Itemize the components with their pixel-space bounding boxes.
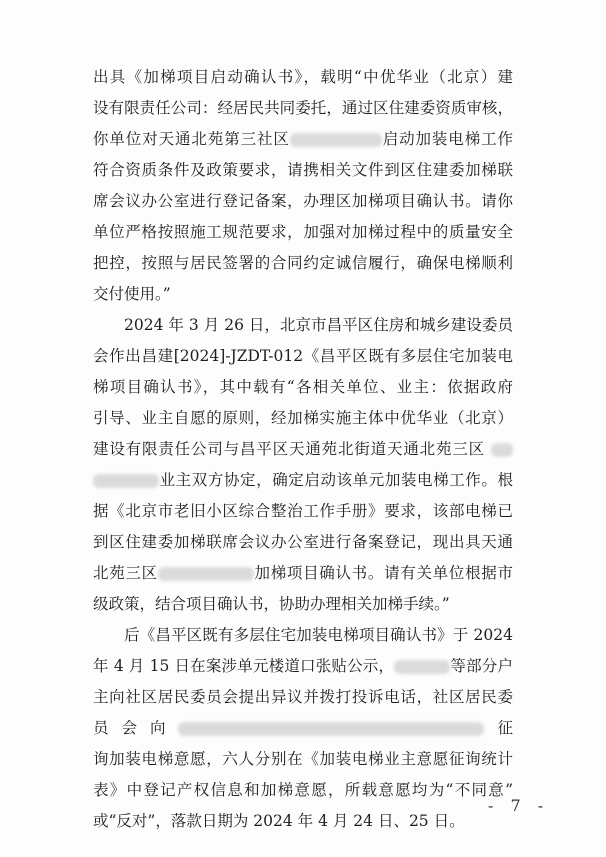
text-segment: 征: [484, 719, 513, 737]
text-segment: 启动加装电梯工作: [381, 130, 513, 148]
redaction-blur: [491, 443, 513, 457]
text-line: 单位严格按照施工规范要求，加强对加梯过程中的质量安全: [93, 223, 513, 241]
text-line: 设有限责任公司：经居民共同委托，通过区住建委资质审核，: [93, 99, 513, 117]
text-line: [93, 434, 513, 465]
text-line: 表》中登记产权信息和加梯意愿，所载意愿均为“不同意”: [93, 781, 513, 799]
text-segment: 你单位对天通北苑第三社区: [93, 130, 290, 148]
text-line: 据《北京市老旧小区综合整治工作手册》要求，该部电梯已: [93, 502, 513, 520]
page-number: - 7 -: [488, 796, 550, 815]
text-segment: 等部分户: [450, 657, 513, 675]
text-segment: 业主双方协定，确定启动该单元加装电梯工作。根: [159, 471, 513, 489]
text-line: [93, 465, 513, 496]
text-line: [93, 651, 513, 682]
redaction-blur: [290, 133, 382, 147]
text-line: 席会议办公室进行登记备案，办理区加梯项目确认书。请你: [93, 192, 513, 210]
redaction-blur: [178, 722, 484, 736]
text-line: 询加装电梯意愿，六人分别在《加装电梯业主意愿征询统计: [93, 750, 513, 768]
text-line: [93, 713, 513, 744]
text-line: 后《昌平区既有多层住宅加装电梯项目确认书》于 2024: [124, 626, 513, 644]
redaction-blur: [158, 567, 254, 581]
text-segment: 年 4 月 15 日在案涉单元楼道口张贴公示，: [93, 657, 395, 675]
text-line: 2024 年 3 月 26 日，北京市昌平区住房和城乡建设委员: [124, 316, 513, 334]
text-line: 会作出昌建[2024]-JZDT-012《昌平区既有多层住宅加装电: [93, 347, 513, 365]
text-line: 把控，按照与居民签署的合同约定诚信履行，确保电梯顺利: [93, 254, 513, 272]
text-segment: 建设有限责任公司与昌平区天通苑北街道天通北苑三区: [93, 440, 485, 458]
redaction-blur: [93, 474, 159, 488]
body-text: [93, 62, 513, 837]
text-line: [93, 124, 513, 155]
text-segment: 北苑三区: [93, 564, 158, 582]
text-line: 引导、业主自愿的原则，经加梯实施主体中优华业（北京）: [93, 409, 513, 427]
text-segment: 员会向: [93, 719, 179, 737]
text-line: 或“反对”，落款日期为 2024 年 4 月 24 日、25 日。: [93, 812, 465, 830]
text-segment: 加梯项目确认书。请有关单位根据市: [253, 564, 513, 582]
text-line: 梯项目确认书》，其中载有“各相关单位、业主：依据政府: [93, 378, 513, 396]
redaction-blur: [394, 660, 450, 674]
text-line: 级政策，结合项目确认书，协助办理相关加梯手续。”: [93, 595, 450, 613]
text-line: [93, 558, 513, 589]
text-line: 到区住建委加梯联席会议办公室进行备案登记，现出具天通: [93, 533, 513, 551]
text-line: 主向社区居民委员会提出异议并拨打投诉电话，社区居民委: [93, 688, 513, 706]
text-line: 符合资质条件及政策要求，请携相关文件到区住建委加梯联: [93, 161, 513, 179]
text-line: 交付使用。”: [93, 285, 171, 303]
text-line: 出具《加梯项目启动确认书》，载明“中优华业（北京）建: [93, 68, 513, 86]
